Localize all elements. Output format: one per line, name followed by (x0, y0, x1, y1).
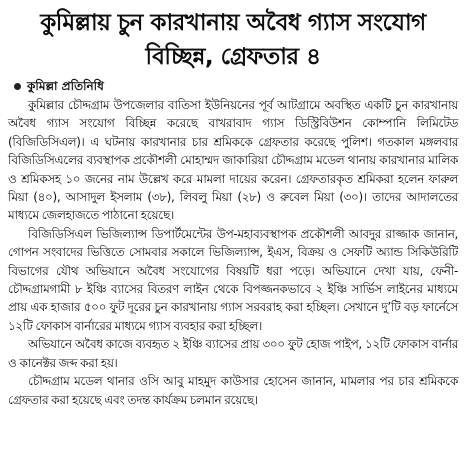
article-paragraph: চৌদ্দগ্রাম মডেল থানার ওসি আবু মাহমুদ কাউসার হোসেন জানান, মামলার পর চার শ্রমিককে গ্রেফতার করা হয়েছে এবং তদন্ত কার্যক্রম চলমান রয়েছে। (8, 374, 458, 407)
article-paragraph: বিজিডিসিএল ভিজিল্যান্স ডিপার্টমেন্টের উপ-মহাব্যবস্থাপক প্রকৌশলী আবদুর রাজ্জাক জানান, গোপন সংবাদের ভিত্তিতে সোমবার সকালে ভিজিল্যান্স, ইএস, বিক্রয় ও সেফটি অ্যান্ড সিকিউরিটি বিভাগের যৌথ অভিযানে অবৈধ সংযোগের বিষয়টি ধরা পড়ে। অভিযানে দেখা যায়, ফেনী-চৌদ্দগ্রামগামী ৮ ইঞ্চি ব্যাসের বিতরণ লাইন থেকে বিপজ্জনকভাবে ২ ইঞ্চি সার্ভিস লাইনের মাধ্যমে প্রায় এক হাজার ৫০০ ফুট দূরের চুন কারখানায় গ্যাস সরবরাহ করা হচ্ছিল। সেখানে দু’টি বড় ফার্নেসে ১২টি ফোকাস বার্নারের মাধ্যমে গ্যাস ব্যবহার করা হচ্ছিল। (8, 226, 458, 333)
article-body (8, 96, 458, 409)
article-paragraph: কুমিল্লার চৌদ্দগ্রাম উপজেলার বাতিসা ইউনিয়নের পূর্ব আটগ্রামে অবস্থিত একটি চুন কারখানায় অবৈধ গ্যাস সংযোগ বিচ্ছিন্ন করেছে বাখরাবাদ গ্যাস ডিস্ট্রিবিউশন কোম্পানি লিমিটেড (বিজিডিসিএল)। এ ঘটনায় কারখানার চার শ্রমিককে গ্রেফতার করেছে পুলিশ। গতকাল মঙ্গলবার বিজিডিসিএলের ব্যবস্থাপক প্রকৌশলী মোহাম্মদ জাকারিয়া চৌদ্দগ্রাম মডেল থানায় কারখানার মালিক ও শ্রমিকসহ ১০ জনের নাম উল্লেখ করে মামলা দায়ের করেন। গ্রেফতারকৃত শ্রমিকরা হলেন ফারুল মিয়া (৪০), আসাদুল ইসলাম (৩৮), লিবলু মিয়া (২৮) ও রুবেল মিয়া (৩০)। তাদের আদালতের মাধ্যমে জেলহাজতে পাঠানো হয়েছে। (8, 98, 458, 223)
article-paragraph: অভিযানে অবৈধ কাজে ব্যবহৃত ২ ইঞ্চি ব্যাসের প্রায় ৩০০ ফুট হোজ পাইপ, ১২টি ফোকাস বার্নার ও কানেক্টর জব্দ করা হয়। (8, 337, 458, 370)
byline-row (8, 77, 458, 95)
bullet-dot-icon (14, 83, 21, 90)
article-headline: কুমিল্লায় চুন কারখানায় অবৈধ গ্যাস সংযোগ বিচ্ছিন্ন, গ্রেফতার ৪ (40, 10, 426, 70)
article-byline: কুমিল্লা প্রতিনিধি (27, 79, 104, 93)
